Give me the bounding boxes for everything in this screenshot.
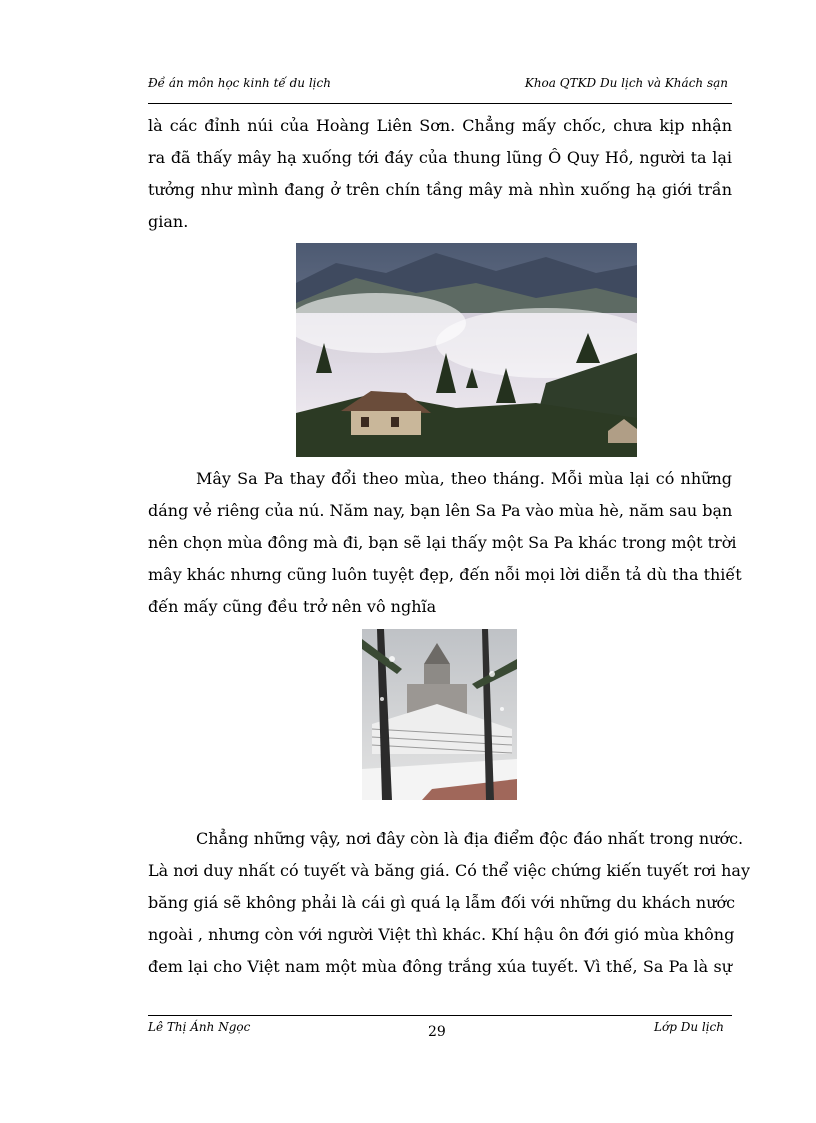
snowy-church-photo <box>362 629 517 800</box>
footer-author: Lê Thị Ánh Ngọc <box>148 1020 251 1034</box>
paragraph-line: là các đỉnh núi của Hoàng Liên Sơn. Chẳng mấy chốc, chưa kịp nhận <box>148 116 732 135</box>
paragraph-line: đem lại cho Việt nam một mùa đông trắng xúa tuyết. Vì thế, Sa Pa là sự <box>148 957 732 976</box>
header-left-text: Đề án môn học kinh tế du lịch <box>148 76 331 90</box>
misty-valley-photo <box>296 243 637 457</box>
paragraph-line: gian. <box>148 212 189 231</box>
paragraph-3 <box>148 823 750 983</box>
paragraph-line: Là nơi duy nhất có tuyết và băng giá. Có thể việc chứng kiến tuyết rơi hay <box>148 861 750 880</box>
footer-class: Lớp Du lịch <box>654 1020 724 1034</box>
paragraph-line: tưởng như mình đang ở trên chín tầng mây mà nhìn xuống hạ giới trần <box>148 180 732 199</box>
paragraph-line: Mây Sa Pa thay đổi theo mùa, theo tháng. Mỗi mùa lại có những <box>196 469 732 488</box>
paragraph-line: mây khác nhưng cũng luôn tuyệt đẹp, đến nỗi mọi lời diễn tả dù tha thiết <box>148 565 742 584</box>
footer-rule <box>148 1015 732 1016</box>
paragraph-line: ra đã thấy mây hạ xuống tới đáy của thung lũng Ô Quy Hồ, người ta lại <box>148 148 732 167</box>
paragraph-1 <box>148 110 732 238</box>
header-rule <box>148 103 732 104</box>
paragraph-line: Chẳng những vậy, nơi đây còn là địa điểm độc đáo nhất trong nước. <box>196 829 744 848</box>
header-right-text: Khoa QTKD Du lịch và Khách sạn <box>524 76 728 90</box>
paragraph-line: ngoài , nhưng còn với người Việt thì khác. Khí hậu ôn đới gió mùa không <box>148 925 735 944</box>
paragraph-line: băng giá sẽ không phải là cái gì quá lạ lẫm đối với những du khách nước <box>148 893 736 912</box>
paragraph-line: đến mấy cũng đều trở nên vô nghĩa <box>148 597 437 616</box>
paragraph-line: nên chọn mùa đông mà đi, bạn sẽ lại thấy một Sa Pa khác trong một trời <box>148 533 737 552</box>
paragraph-2 <box>148 463 742 623</box>
paragraph-line: dáng vẻ riêng của nú. Năm nay, bạn lên Sa Pa vào mùa hè, năm sau bạn <box>148 501 733 520</box>
page-number: 29 <box>428 1024 446 1040</box>
